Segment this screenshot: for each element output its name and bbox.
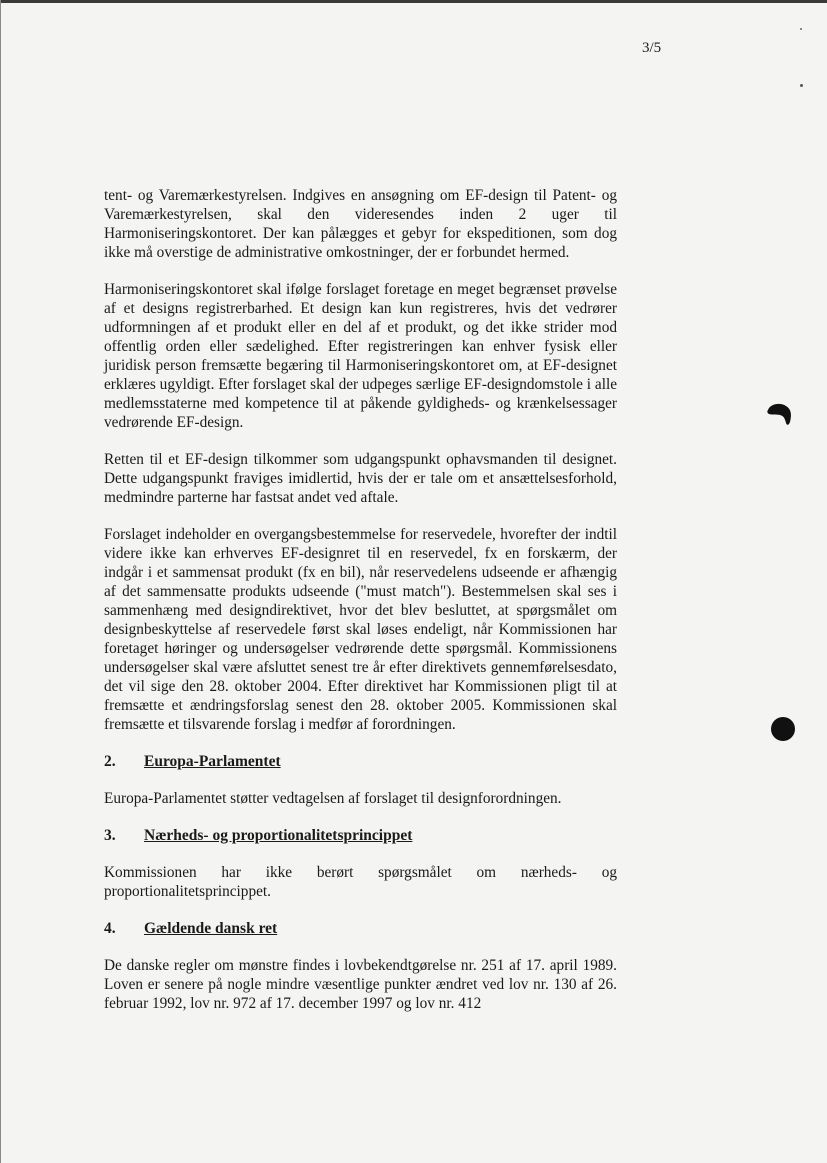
paragraph-registration-review: Harmoniseringskontoret skal ifølge forslaget foretage en meget begrænset prøvelse af et designs registrerbarhed. Et design kan kun registreres, hvis det vedrører udformningen af et produkt eller en del af et produkt, og det ikke strider mod offentlig orden eller sædelighed. Efter registreringen kan enhver fysisk eller juridisk person fremsætte begæring til Harmoniseringskontoret om, at EF-designet erklæres ugyldigt. Efter forslaget skal der udpeges særlige EF-designdomstole i alle medlemsstaterne med kompetence til at påkende gyldigheds- og krænkelsessager vedrørende EF-design. — [104, 281, 617, 431]
scan-punch-hole — [771, 717, 795, 741]
page-number: 3/5 — [642, 40, 662, 56]
section-title: Nærheds- og proportionalitetsprincippet — [144, 827, 413, 844]
scan-speck — [800, 84, 803, 87]
scan-left-edge — [0, 0, 1, 1163]
section-title: Europa-Parlamentet — [144, 753, 281, 770]
scan-top-edge — [0, 0, 827, 3]
paragraph-subsidiarity: Kommissionen har ikke berørt spørgsmålet om nærheds- og proportionalitetsprincippet. — [104, 864, 617, 900]
paragraph-design-application: tent- og Varemærkestyrelsen. Indgives en ansøgning om EF-design til Patent- og Varemærkestyrelsen, skal den videresendes inden 2 uger til Harmoniseringskontoret. Der kan pålægges et gebyr for ekspeditionen, som dog ikke må overstige de administrative omkostninger, der er forbundet hermed. — [104, 187, 617, 261]
section-title: Gældende dansk ret — [144, 920, 278, 937]
paragraph-spare-parts: Forslaget indeholder en overgangsbestemmelse for reservedele, hvorefter der indtil videre ikke kan erhverves EF-designret til en reservedel, fx en forskærm, der indgår i et sammensat produkt (fx en bil), når reservedelens udseende er afhængig af det sammensatte produkts udseende ("must match"). Bestemmelsen skal ses i sammenhæng med designdirektivet, hvor det blev besluttet, at spørgsmålet om designbeskyttelse af reservedele først skal løses endeligt, når Kommissionen har foretaget høringer og undersøgelser vedrørende dette spørgsmål. Kommissionens undersøgelser skal være afsluttet senest tre år efter direktivets gennemførelsesdato, det vil sige den 28. oktober 2004. Efter direktivet har Kommissionen pligt til at fremsætte et ændringsforslag senest den 28. oktober 2005. Kommissionen skal fremsætte et tilsvarende forslag i medfør af forordningen. — [104, 526, 617, 733]
scan-ink-blot — [764, 400, 794, 430]
scan-speck — [800, 28, 802, 30]
section-heading-parliament — [104, 752, 617, 771]
section-number: 4. — [104, 920, 116, 937]
document-body — [104, 186, 617, 1031]
paragraph-danish-law: De danske regler om mønstre findes i lovbekendtgørelse nr. 251 af 17. april 1989. Loven er senere på nogle mindre væsentlige punkter ændret ved lov nr. 130 af 26. februar 1992, lov nr. 972 af 17. december 1997 og lov nr. 412 — [104, 957, 617, 1012]
paragraph-design-rights: Retten til et EF-design tilkommer som udgangspunkt ophavsmanden til designet. Dette udgangspunkt fraviges imidlertid, hvis der er tale om et ansættelsesforhold, medmindre parterne har fastsat andet ved aftale. — [104, 451, 617, 506]
section-heading-danish-law — [104, 919, 617, 938]
section-number: 2. — [104, 753, 116, 770]
paragraph-parliament: Europa-Parlamentet støtter vedtagelsen af forslaget til designforordningen. — [104, 790, 562, 807]
section-heading-subsidiarity — [104, 826, 617, 845]
section-number: 3. — [104, 827, 116, 844]
